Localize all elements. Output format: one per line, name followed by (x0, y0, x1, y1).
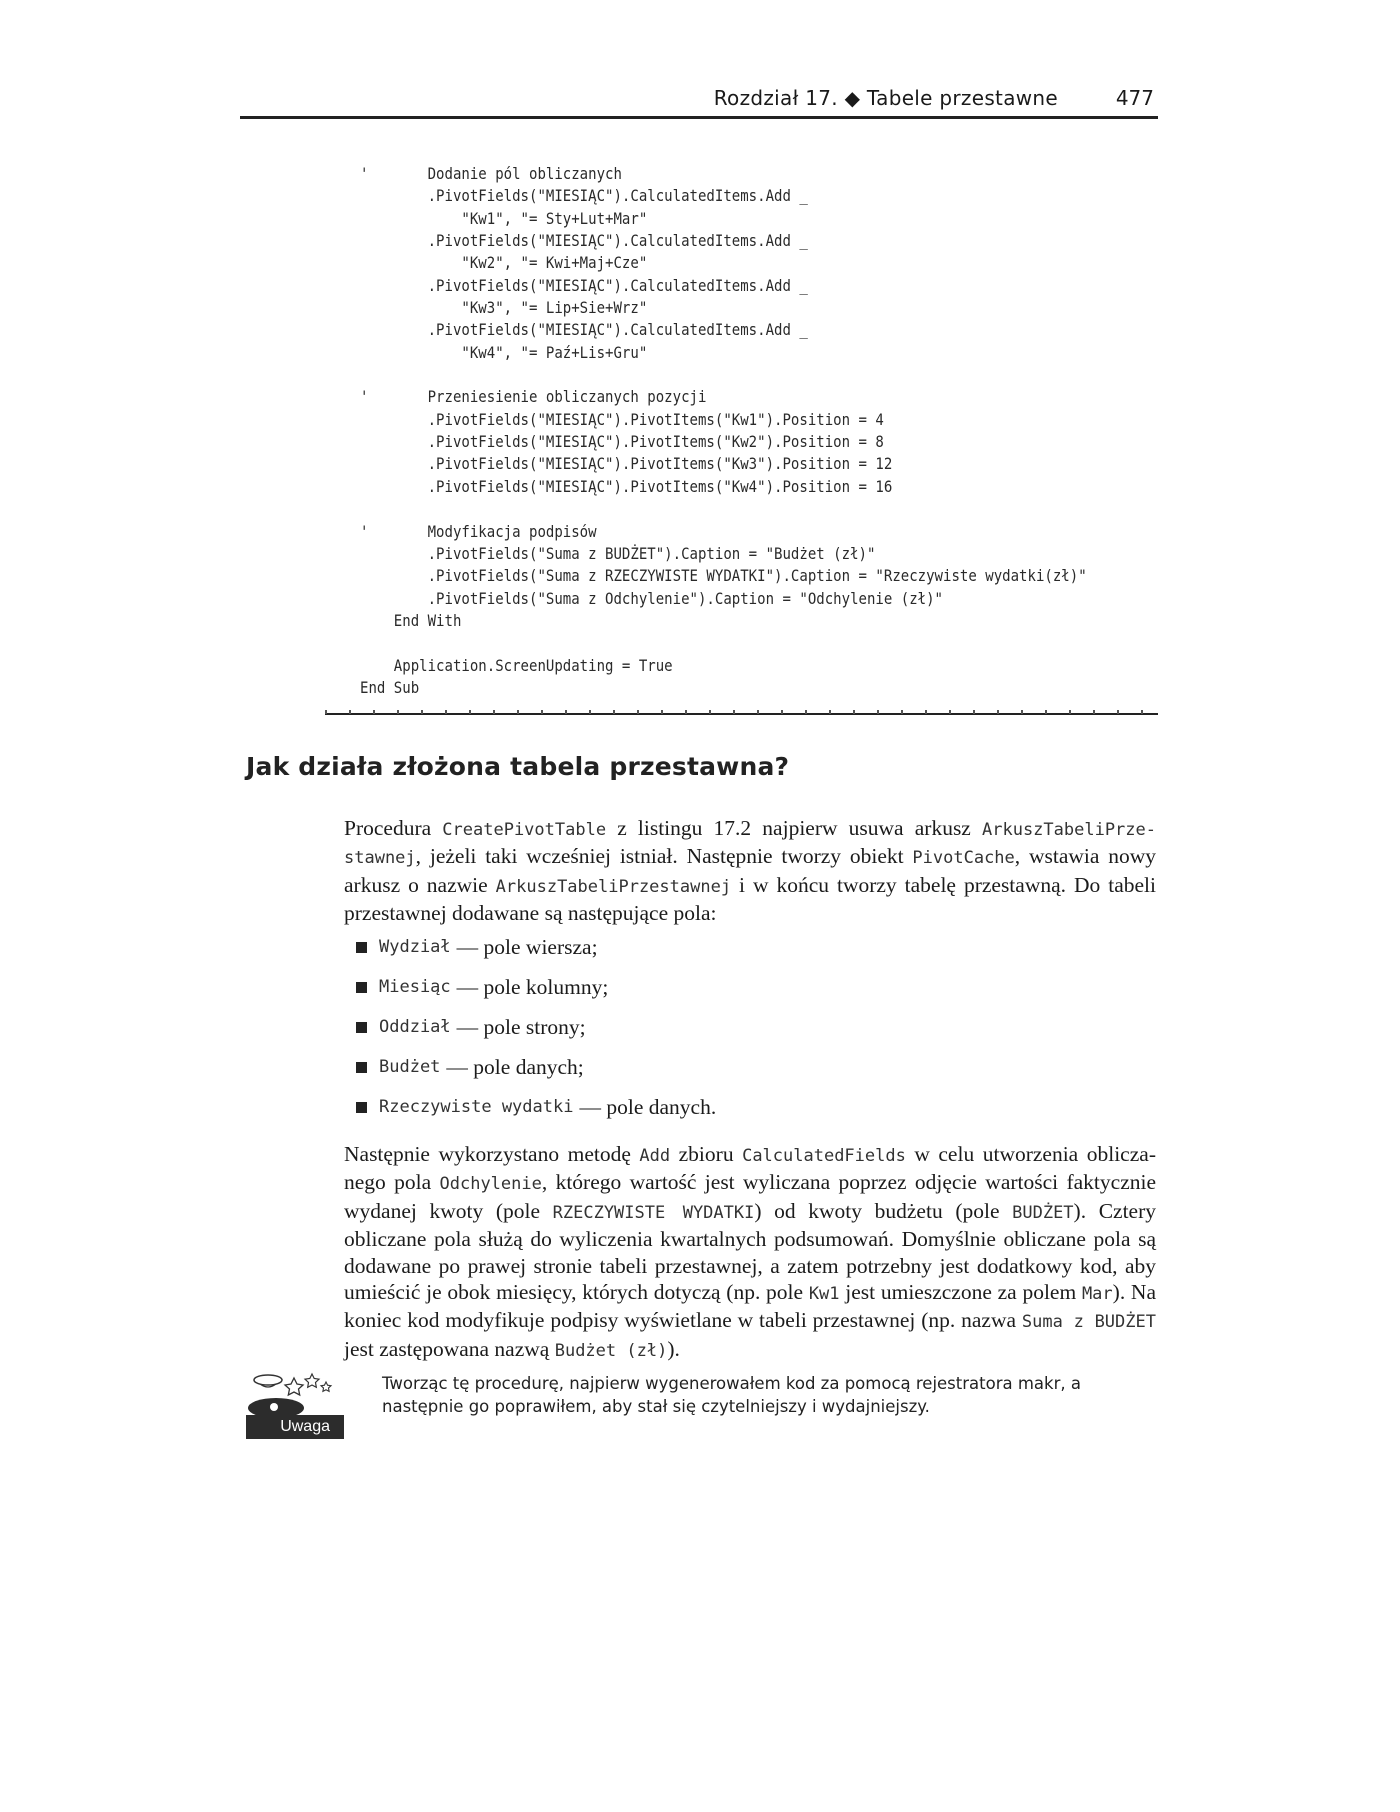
square-bullet-icon (356, 1022, 367, 1033)
code-line: End With (360, 611, 462, 630)
field-name: Budżet (379, 1057, 441, 1077)
running-header (240, 80, 1158, 119)
code-inline: Kw1 (808, 1284, 840, 1305)
text-run: , wstawia nowy arkusz o nazwie (344, 844, 1157, 897)
field-role: — pole danych; (446, 1054, 584, 1079)
code-inline: Add (639, 1146, 671, 1166)
text-run: ) od kwoty budżetu (pole (754, 1198, 1013, 1223)
code-line (360, 632, 1080, 654)
field-name: Miesiąc (379, 977, 451, 997)
dizzy-stars-icon (246, 1370, 346, 1416)
code-inline: CalculatedFields (742, 1146, 906, 1166)
text-run: ). Na koniec kod modyfikuje podpisy wyświetlane w tabeli przestawnej (np. nazwa (344, 1280, 1156, 1333)
chapter-title: Rozdział 17. ◆ Tabele przestawne (713, 86, 1058, 110)
code-line: ' Przeniesienie obliczanych pozycji (360, 388, 707, 407)
list-item (356, 927, 716, 967)
code-inline: CreatePivotTable (442, 820, 607, 840)
code-line: .PivotFields("Suma z BUDŻET").Caption = "Budżet (zł)" (360, 544, 876, 563)
code-inline: Budżet (zł) (554, 1340, 668, 1361)
code-line: .PivotFields("MIESIĄC").PivotItems("Kw2").Position = 8 (360, 433, 884, 452)
code-inline: RZECZYWISTE WYDATKI (552, 1202, 755, 1223)
fields-list (356, 927, 716, 1127)
note-icon (246, 1370, 346, 1440)
code-listing (360, 163, 1087, 699)
text-run: , jeżeli taki wcześniej istniał. Następnie tworzy obiekt (415, 844, 913, 869)
code-inline: ArkuszTabeliPrzestawnej (495, 876, 732, 897)
list-item (356, 967, 716, 1007)
text-run: w celu utworzenia oblicza-nego pola (344, 1142, 1156, 1195)
code-inline: Suma z BUDŻET (1021, 1312, 1156, 1333)
square-bullet-icon (356, 1102, 367, 1113)
text-run: ). (667, 1336, 680, 1361)
code-inline: ArkuszTabeliPrze-stawnej (344, 820, 1156, 869)
paragraph-explanation (344, 1141, 1156, 1364)
field-role: — pole danych. (579, 1094, 717, 1119)
code-line: .PivotFields("MIESIĄC").CalculatedItems.Add _ (360, 276, 808, 295)
code-inline: BUDŻET (1012, 1202, 1074, 1223)
square-bullet-icon (356, 942, 367, 953)
text-run: Następnie wykorzystano metodę (344, 1142, 640, 1166)
square-bullet-icon (356, 1062, 367, 1073)
text-run: , którego wartość jest wyliczana poprzez odjęcie wartości faktycznie wydanej kwoty (pole (344, 1170, 1156, 1223)
code-line: .PivotFields("MIESIĄC").CalculatedItems.Add _ (360, 187, 808, 206)
square-bullet-icon (356, 982, 367, 993)
code-line: .PivotFields("MIESIĄC").CalculatedItems.Add _ (360, 232, 808, 251)
text-run: Procedura (344, 816, 443, 840)
text-run: jest zastępowana nazwą (344, 1336, 555, 1361)
code-rule-ticks (325, 710, 1158, 714)
code-line: "Kw4", "= Paź+Lis+Gru" (360, 343, 648, 362)
code-inline: Mar (1081, 1284, 1113, 1305)
section-heading: Jak działa złożona tabela przestawna? (246, 752, 790, 781)
code-line: Application.ScreenUpdating = True (360, 656, 673, 675)
note-text: Tworząc tę procedurę, najpierw wygenerowałem kod za pomocą rejestratora makr, a następnie go poprawiłem, aby stał się czytelniejszy i wydajniejszy. (382, 1374, 1081, 1416)
code-line: .PivotFields("Suma z RZECZYWISTE WYDATKI").Caption = "Rzeczywiste wydatki(zł)" (360, 567, 1087, 586)
field-name: Oddział (379, 1017, 451, 1037)
code-line: End Sub (360, 678, 420, 697)
field-role: — pole wiersza; (456, 934, 598, 959)
note-label: Uwaga (246, 1415, 344, 1439)
text-run: zbioru (670, 1142, 743, 1166)
list-item (356, 1047, 716, 1087)
code-line: "Kw2", "= Kwi+Maj+Cze" (360, 254, 648, 273)
page-number: 477 (1115, 86, 1154, 110)
code-line: .PivotFields("MIESIĄC").PivotItems("Kw1").Position = 4 (360, 410, 884, 429)
code-line: "Kw1", "= Sty+Lut+Mar" (360, 209, 648, 228)
text-run: i w końcu tworzy tabelę przestawną. Do tabeli przestawnej dodawane są następujące pola: (344, 872, 1156, 926)
field-name: Wydział (379, 937, 451, 957)
code-inline: PivotCache (912, 848, 1015, 869)
field-role: — pole strony; (456, 1014, 586, 1039)
field-role: — pole kolumny; (456, 974, 609, 999)
code-line: "Kw3", "= Lip+Sie+Wrz" (360, 299, 648, 318)
code-line: .PivotFields("MIESIĄC").CalculatedItems.Add _ (360, 321, 808, 340)
code-line: .PivotFields("MIESIĄC").PivotItems("Kw4").Position = 16 (360, 477, 893, 496)
code-line: .PivotFields("MIESIĄC").PivotItems("Kw3").Position = 12 (360, 455, 893, 474)
code-inline: Odchylenie (439, 1174, 542, 1195)
code-line (360, 364, 1080, 386)
field-name: Rzeczywiste wydatki (379, 1097, 574, 1117)
text-run: jest umieszczone za polem (839, 1280, 1082, 1305)
paragraph-intro (344, 815, 1156, 927)
text-run: ). Cztery obliczane pola służą do wyliczenia kwartalnych podsumowań. Domyślnie obliczane pola są dodawane po prawej stronie tabeli przestawnej, a zatem potrzebny jest dodatkowy kod, aby umieścić je obok miesięcy, których dotyczą (np. pole (344, 1198, 1157, 1305)
code-line (360, 498, 1080, 520)
code-line: .PivotFields("Suma z Odchylenie").Caption = "Odchylenie (zł)" (360, 589, 944, 608)
text-run: z listingu 17.2 najpierw usuwa arkusz (606, 816, 982, 840)
list-item (356, 1007, 716, 1047)
list-item (356, 1087, 716, 1127)
code-line: ' Modyfikacja podpisów (360, 522, 597, 541)
code-line: ' Dodanie pól obliczanych (360, 165, 622, 183)
